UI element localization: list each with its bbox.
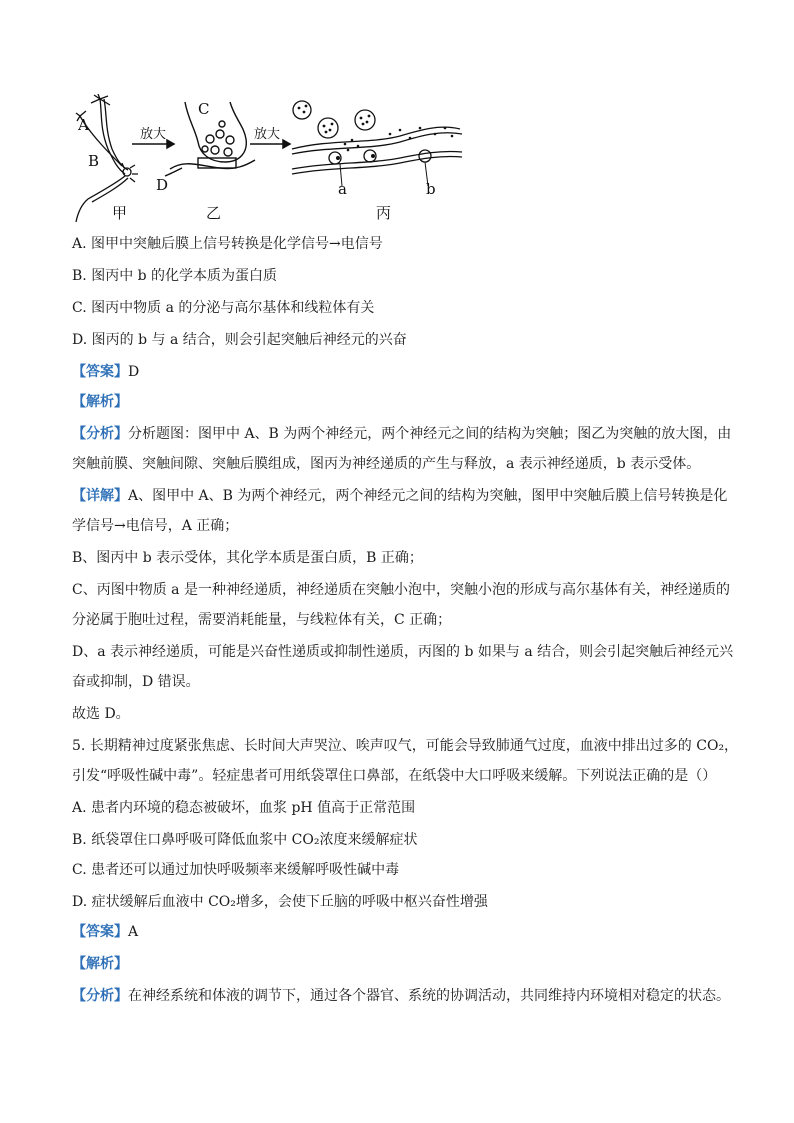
label-small-b: b	[426, 180, 436, 198]
caption-jia: 甲	[112, 204, 128, 222]
q5-stem-line2: 引发“呼吸性碱中毒”。轻症患者可用纸袋罩住口鼻部，在纸袋中大口呼吸来缓解。下列说法正确的是（）	[72, 768, 717, 784]
membrane-drawing	[292, 101, 462, 174]
label-a: A	[78, 116, 89, 134]
answer-value: A	[128, 924, 139, 940]
fenxi-text: 分析题图：图甲中 A、B 为两个神经元，两个神经元之间的结构为突触；图乙为突触的放大图，由	[128, 426, 732, 442]
q4-answer	[72, 362, 139, 382]
q5-option-c: C. 患者还可以通过加快呼吸频率来缓解呼吸性碱中毒	[72, 862, 400, 878]
q4-conclusion: 故选 D。	[72, 706, 130, 722]
q4-fenxi-line1	[72, 424, 731, 444]
q4-option-c: C. 图丙中物质 a 的分泌与高尔基体和线粒体有关	[72, 300, 375, 316]
synapse-figure	[70, 94, 470, 224]
label-d: D	[156, 176, 169, 194]
q4-xiangjie-line5: 分泌属于胞吐过程，需要消耗能量，与线粒体有关，C 正确；	[72, 612, 452, 628]
q4-xiangjie-line1	[72, 486, 727, 506]
q4-option-d: D. 图丙的 b 与 a 结合，则会引起突触后神经元的兴奋	[72, 332, 407, 348]
q4-xiangjie-line4: C、丙图中物质 a 是一种神经递质，神经递质在突触小泡中，突触小泡的形成与高尔基体有关，神经递质的	[72, 582, 730, 598]
fenxi-text: 在神经系统和体液的调节下，通过各个器官、系统的协调活动，共同维持内环境相对稳定的状态。	[128, 988, 730, 1004]
synapse-bulb-drawing	[165, 102, 255, 176]
q4-xiangjie-line2: 学信号→电信号，A 正确；	[72, 518, 239, 534]
zoom-label-2: 放大	[254, 127, 281, 142]
fenxi-tag: 【分析】	[72, 426, 128, 442]
label-c: C	[198, 100, 210, 118]
q4-xiangjie-line3: B、图丙中 b 表示受体，其化学本质是蛋白质，B 正确；	[72, 550, 423, 566]
q4-fenxi-line2: 突触前膜、突触间隙、突触后膜组成，图丙为神经递质的产生与释放，a 表示神经递质，b 表示受体。	[72, 456, 701, 472]
answer-value: D	[128, 364, 140, 380]
xiangjie-tag: 【详解】	[72, 488, 128, 504]
label-small-a: a	[338, 180, 347, 198]
q5-option-a: A. 患者内环境的稳态被破坏，血浆 pH 值高于正常范围	[72, 800, 416, 816]
q5-fenxi-line1	[72, 986, 730, 1006]
answer-tag: 【答案】	[72, 924, 128, 940]
q4-analysis-tag: 【解析】	[72, 394, 128, 410]
answer-tag: 【答案】	[72, 364, 128, 380]
q4-option-a: A. 图甲中突触后膜上信号转换是化学信号→电信号	[72, 236, 383, 252]
zoom-label-1: 放大	[140, 127, 167, 142]
neuron-a-drawing	[76, 94, 138, 222]
xiangjie-text: A、图甲中 A、B 为两个神经元，两个神经元之间的结构为突触，图甲中突触后膜上信号转换是化	[128, 488, 728, 504]
label-b: B	[88, 152, 100, 170]
q5-option-b: B. 纸袋罩住口鼻呼吸可降低血浆中 CO₂浓度来缓解症状	[72, 832, 418, 848]
q5-answer	[72, 922, 138, 942]
caption-yi: 乙	[206, 204, 222, 222]
fenxi-tag: 【分析】	[72, 988, 128, 1004]
q4-xiangjie-line6: D、a 表示神经递质，可能是兴奋性递质或抑制性递质，丙图的 b 如果与 a 结合，则会引起突触后神经元兴	[72, 644, 734, 660]
caption-bing: 丙	[376, 204, 392, 222]
q5-option-d: D. 症状缓解后血液中 CO₂增多，会使下丘脑的呼吸中枢兴奋性增强	[72, 894, 488, 910]
q5-analysis-tag: 【解析】	[72, 956, 128, 972]
q5-stem-line1: 5. 长期精神过度紧张焦虑、长时间大声哭泣、唉声叹气，可能会导致肺通气过度，血液中排出过多的 CO₂，	[72, 738, 739, 754]
q4-option-b: B. 图丙中 b 的化学本质为蛋白质	[72, 268, 278, 284]
q4-xiangjie-line7: 奋或抑制，D 错误。	[72, 674, 200, 690]
